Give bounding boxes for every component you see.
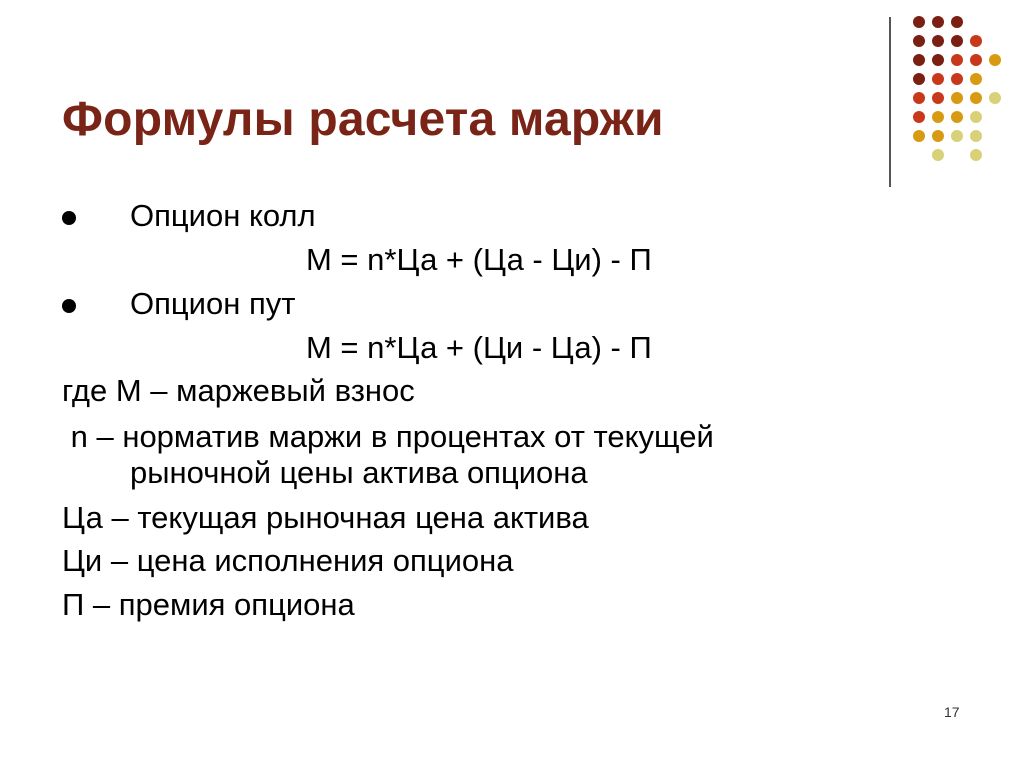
formula-put: М = n*Ца + (Ци - Ца) - П [306, 330, 652, 365]
definition-m: где М – маржевый взнос [62, 373, 415, 408]
dot-grid-icon [905, 10, 1015, 170]
bullet-dot [62, 211, 76, 225]
formula-call: М = n*Ца + (Ца - Ци) - П [306, 242, 652, 277]
bullet-put-option: Опцион пут [130, 286, 296, 321]
bullet-dot [62, 299, 76, 313]
definition-n-line2: рыночной цены актива опциона [130, 455, 588, 490]
definition-n-line1: n – норматив маржи в процентах от текущей [62, 419, 714, 454]
definition-p: П – премия опциона [62, 587, 355, 622]
page-number: 17 [944, 704, 960, 720]
definition-ci: Ци – цена исполнения опциона [62, 543, 514, 578]
slide-title: Формулы расчета маржи [62, 93, 664, 146]
bullet-call-option: Опцион колл [130, 198, 316, 233]
definition-ca: Ца – текущая рыночная цена актива [62, 500, 589, 535]
vertical-divider [889, 17, 891, 187]
